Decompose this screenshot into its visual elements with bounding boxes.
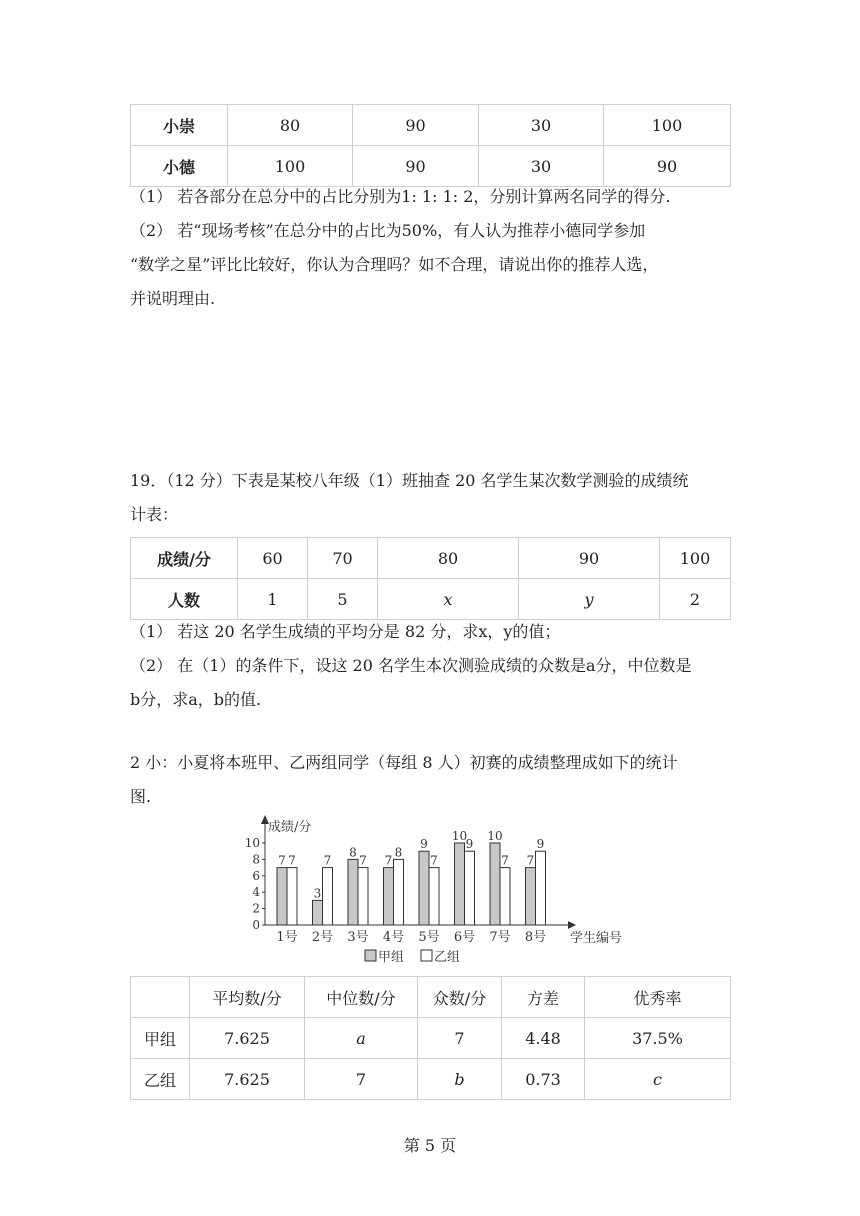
table-cell: a xyxy=(305,1018,418,1059)
x-tick-label: 8号 xyxy=(524,930,547,945)
x-tick-label: 5号 xyxy=(418,930,440,945)
table-row xyxy=(131,579,731,620)
legend-swatch-group-b xyxy=(421,950,432,961)
bar-group-b xyxy=(465,851,475,925)
bar-group-a xyxy=(277,868,287,925)
bar-group-a xyxy=(419,851,429,925)
bar-value-label: 7 xyxy=(359,853,367,868)
table-cell: 90 xyxy=(519,538,660,579)
q18-part2-line1: （2） 若“现场考核”在总分中的占比为50%，有人认为推荐小德同学参加 xyxy=(130,221,646,240)
table-cell: 7.625 xyxy=(190,1059,305,1100)
legend-swatch-group-a xyxy=(365,950,376,961)
y-tick-label: 0 xyxy=(252,918,260,932)
page-number: 第 5 页 xyxy=(403,1136,457,1155)
table-cell: b xyxy=(418,1059,502,1100)
table-cell: 5 xyxy=(308,579,378,620)
q19-intro-line2: 计表： xyxy=(130,505,179,524)
x-tick-label: 3号 xyxy=(347,930,369,945)
bar-value-label: 7 xyxy=(526,853,535,868)
bar-group-a xyxy=(348,859,358,925)
bar-value-label: 10 xyxy=(487,829,503,843)
y-tick-label: 4 xyxy=(252,885,260,900)
legend-label: 甲组 xyxy=(378,950,405,965)
table-cell: 80 xyxy=(228,105,353,146)
bar-group-a xyxy=(384,868,394,925)
table-cell: 2 xyxy=(660,579,731,620)
bar-group-a xyxy=(526,868,536,925)
y-tick-label: 10 xyxy=(244,836,260,850)
bar-group-b xyxy=(429,868,439,925)
bar-value-label: 7 xyxy=(288,853,296,868)
table-cell: 30 xyxy=(479,146,604,187)
q18-part2-line3: 并说明理由. xyxy=(130,289,216,308)
table-header-cell: 优秀率 xyxy=(585,977,731,1018)
table-row xyxy=(131,146,731,187)
table-cell: 100 xyxy=(228,146,353,187)
table-row xyxy=(131,538,731,579)
bar-value-label: 10 xyxy=(451,829,468,843)
y-tick-label: 8 xyxy=(252,852,260,867)
y-tick-label: 6 xyxy=(252,868,260,883)
bar-group-b xyxy=(323,868,333,925)
q19-part1: （1） 若这 20 名学生成绩的平均分是 82 分，求x，y的值； xyxy=(130,622,561,641)
student-name: 小德 xyxy=(131,146,228,187)
x-tick-label: 4号 xyxy=(382,930,405,945)
bar-group-b xyxy=(287,868,297,925)
bar-value-label: 7 xyxy=(278,853,286,868)
bar-group-a xyxy=(313,900,323,925)
table-cell: 甲组 xyxy=(131,1018,190,1059)
table-cell: 70 xyxy=(308,538,378,579)
table-cell: 100 xyxy=(604,105,731,146)
bar-group-b xyxy=(500,868,510,925)
table-cell: 90 xyxy=(353,105,479,146)
q18-part1: （1） 若各部分在总分中的占比分别为1: 1: 1: 2，分别计算两名同学的得分. xyxy=(130,187,671,206)
table-cell: 7 xyxy=(305,1059,418,1100)
table-cell: 0.73 xyxy=(502,1059,585,1100)
bar-value-label: 3 xyxy=(313,886,322,901)
bar-group-b xyxy=(394,859,404,925)
table-cell: 7.625 xyxy=(190,1018,305,1059)
x-axis-arrow xyxy=(568,921,576,929)
table-row xyxy=(131,105,731,146)
table-header-cell: 平均数/分 xyxy=(190,977,305,1018)
bar-group-a xyxy=(490,843,500,925)
y-tick-label: 2 xyxy=(252,901,260,916)
header-label: 成绩/分 xyxy=(131,538,238,579)
bar-group-a xyxy=(455,843,465,925)
table-cell: 1 xyxy=(238,579,308,620)
table-header-cell: 中位数/分 xyxy=(305,977,418,1018)
bar-value-label: 7 xyxy=(430,853,438,868)
x-tick-label: 2号 xyxy=(311,930,334,945)
x-tick-label: 1号 xyxy=(276,930,298,945)
q18-part2-line2: “数学之星”评比比较好，你认为合理吗？如不合理，请说出你的推荐人选， xyxy=(130,255,659,274)
bar-value-label: 7 xyxy=(501,853,509,868)
table-cell: 7 xyxy=(418,1018,502,1059)
bar-group-b xyxy=(358,868,368,925)
bar-value-label: 9 xyxy=(536,837,545,852)
bar-value-label: 7 xyxy=(323,853,332,868)
table-cell: 37.5% xyxy=(585,1018,731,1059)
table-cell: 4.48 xyxy=(502,1018,585,1059)
table-header-cell xyxy=(131,977,190,1018)
q20-intro-line2: 图. xyxy=(130,787,152,806)
table-header-cell: 方差 xyxy=(502,977,585,1018)
q19-intro-line1: 19．（12 分）下表是某校八年级（1）班抽查 20 名学生某次数学测验的成绩统 xyxy=(130,471,689,490)
student-name: 小崇 xyxy=(131,105,228,146)
bar-value-label: 9 xyxy=(465,837,474,852)
table-row xyxy=(131,1059,731,1100)
x-axis-label: 学生编号 xyxy=(570,931,623,946)
q19-part2-line2: b分，求a，b的值. xyxy=(130,690,262,709)
table-cell: 30 xyxy=(479,105,604,146)
table-cell: y xyxy=(519,579,660,620)
table-cell: 80 xyxy=(378,538,519,579)
table-cell: 90 xyxy=(604,146,731,187)
table-cell: 乙组 xyxy=(131,1059,190,1100)
row-label: 人数 xyxy=(131,579,238,620)
table-cell: x xyxy=(378,579,519,620)
table-cell: 60 xyxy=(238,538,308,579)
bar-value-label: 8 xyxy=(394,845,403,860)
score-frequency-table xyxy=(130,537,731,620)
score-bar-chart xyxy=(220,812,640,972)
bar-group-b xyxy=(536,851,546,925)
statistics-table xyxy=(130,976,731,1100)
table-cell: 100 xyxy=(660,538,731,579)
table-row xyxy=(131,1018,731,1059)
bar-value-label: 8 xyxy=(349,845,357,860)
q20-intro-line1: 2 小：小夏将本班甲、乙两组同学（每组 8 人）初赛的成绩整理成如下的统计 xyxy=(130,753,678,772)
x-tick-label: 6号 xyxy=(453,930,476,945)
q19-part2-line1: （2） 在（1）的条件下，设这 20 名学生本次测验成绩的众数是a分，中位数是 xyxy=(130,656,692,675)
score-table-top xyxy=(130,104,731,187)
bar-value-label: 9 xyxy=(420,837,428,852)
bar-value-label: 7 xyxy=(384,853,393,868)
legend-label: 乙组 xyxy=(434,950,461,965)
table-cell: 90 xyxy=(353,146,479,187)
table-row xyxy=(131,977,731,1018)
y-axis-label: 成绩/分 xyxy=(268,820,312,835)
x-tick-label: 7号 xyxy=(489,930,511,945)
table-header-cell: 众数/分 xyxy=(418,977,502,1018)
table-cell: c xyxy=(585,1059,731,1100)
